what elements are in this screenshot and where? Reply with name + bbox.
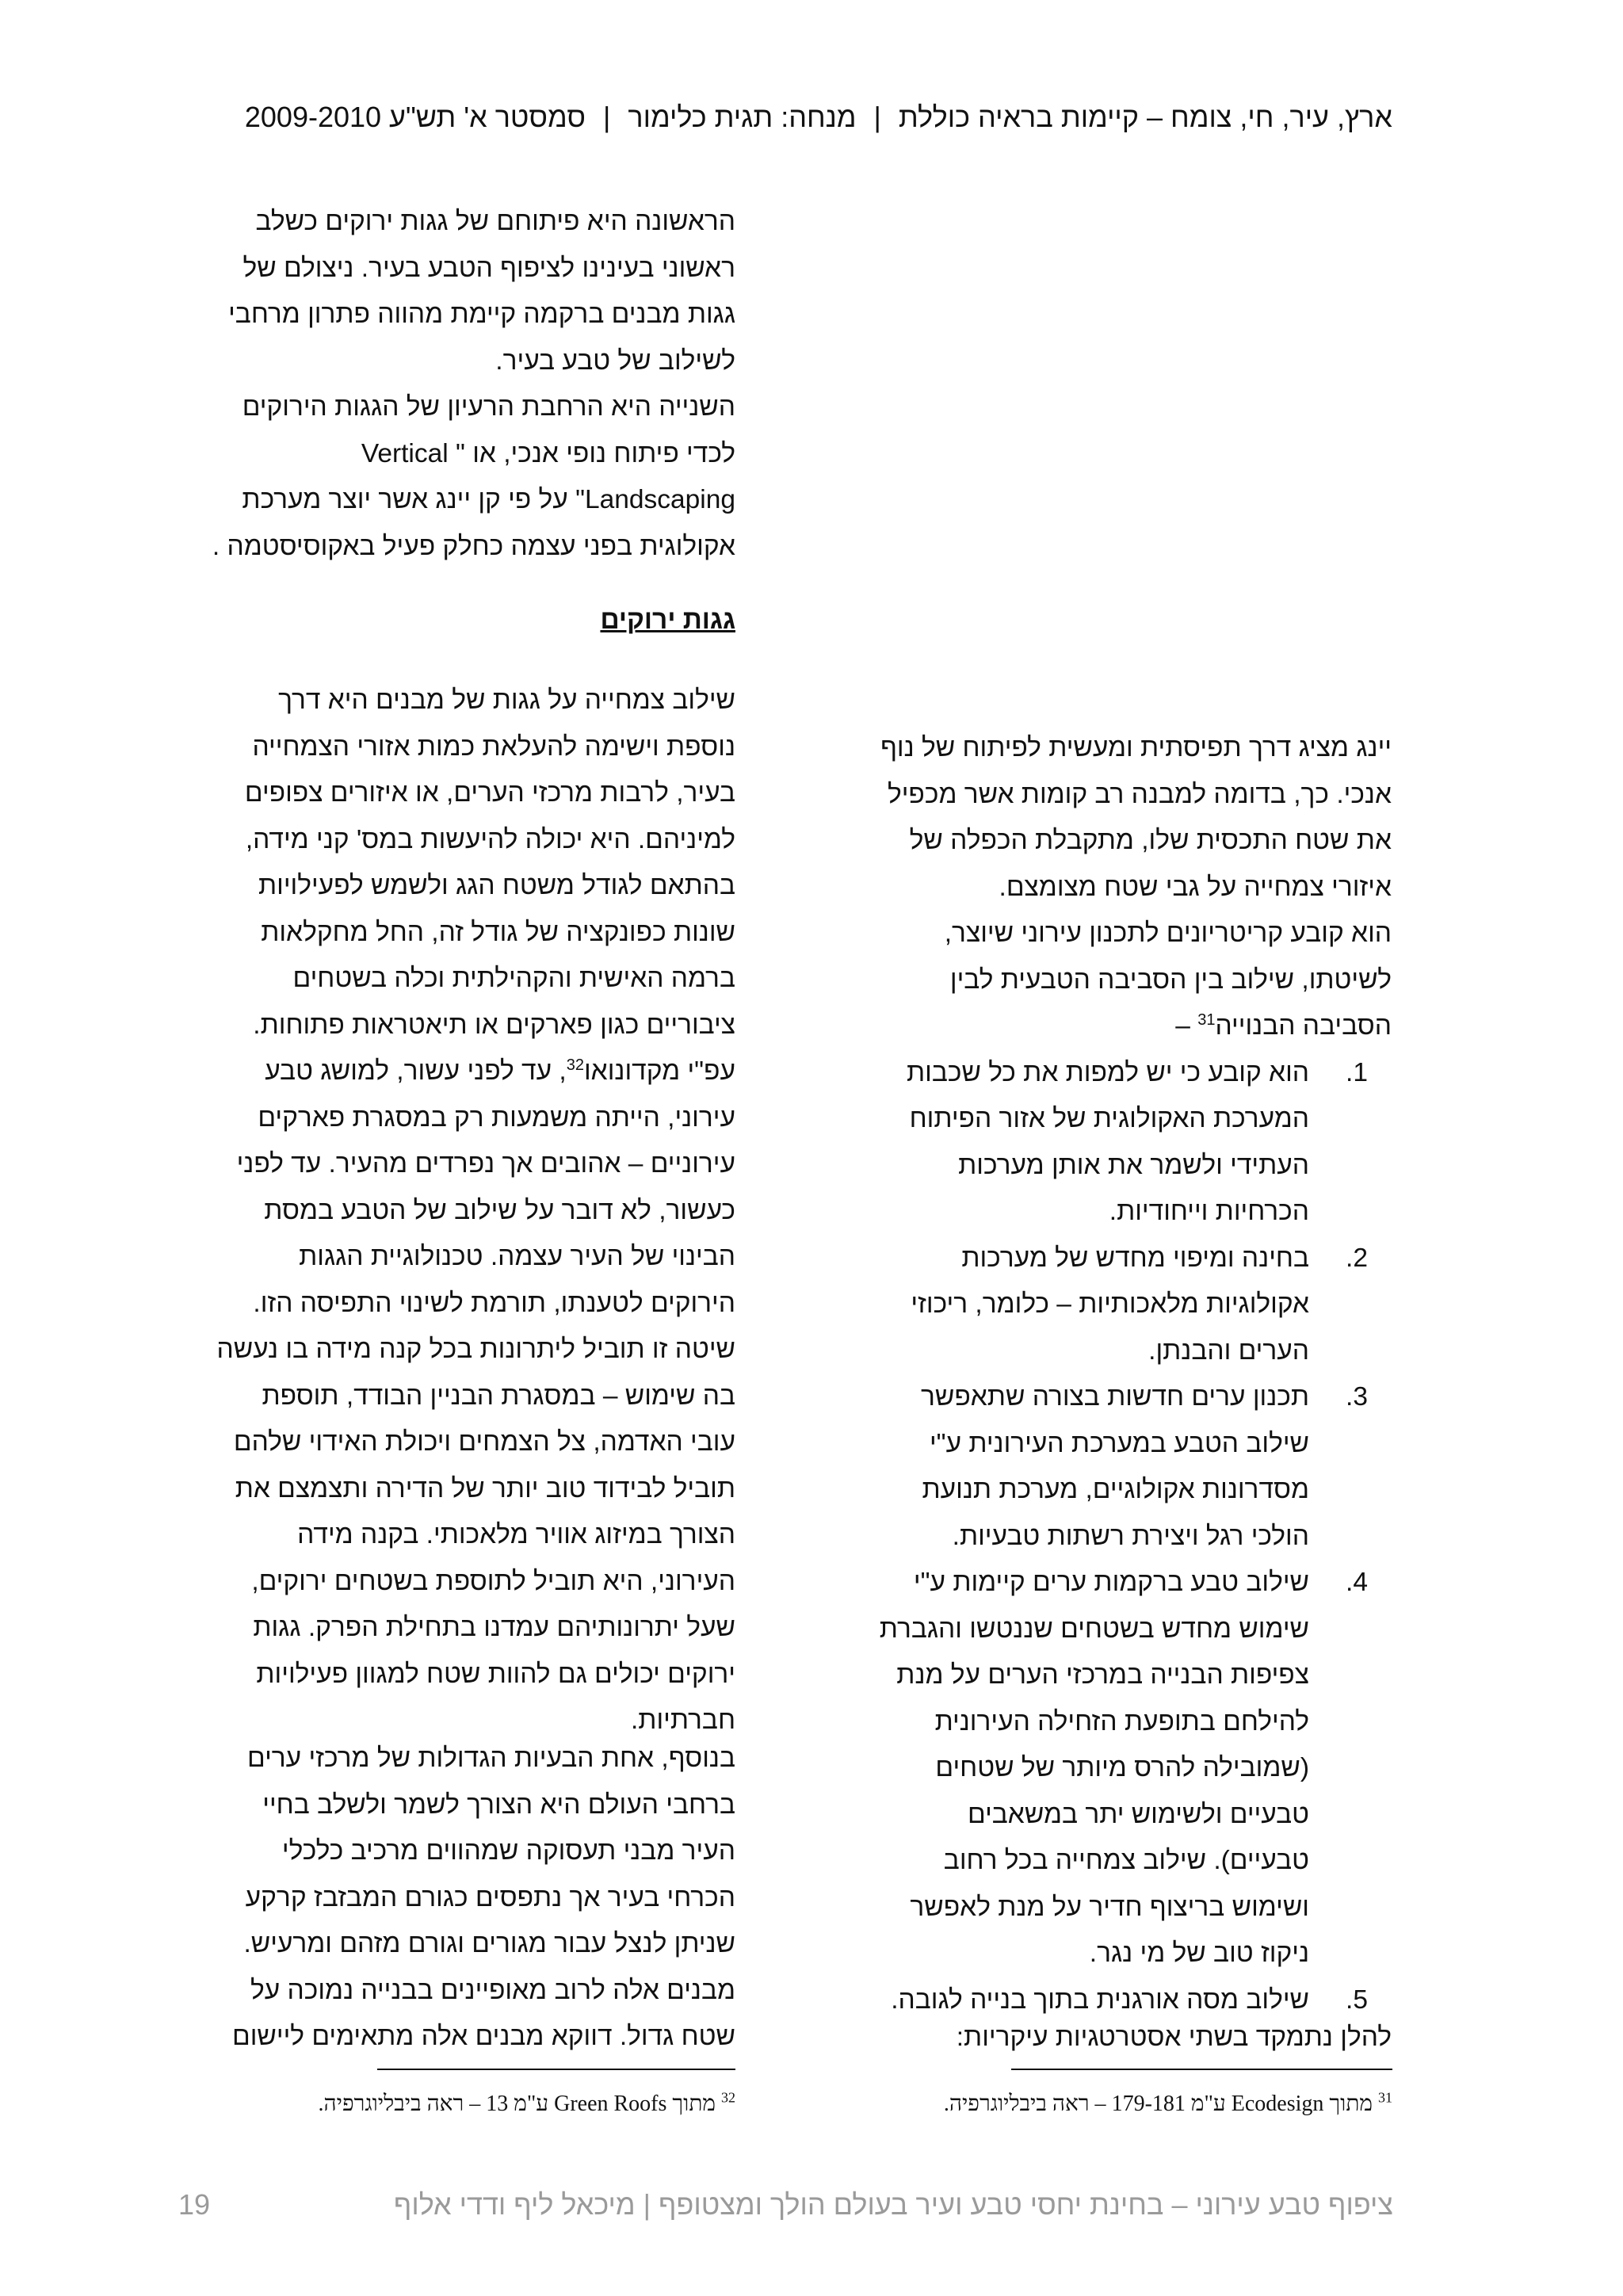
text-fragment: עפ"י מקדונואו xyxy=(583,1056,735,1086)
header-instructor: מנחה: תגית כלימור xyxy=(628,101,857,133)
footnote-32 xyxy=(319,2084,735,2124)
text-line: שילוב צמחייה על גגות של מבנים היא דרך xyxy=(278,686,735,715)
text-line: ראשוני בעינינו לציפוף הטבע בעיר. ניצולם של xyxy=(242,253,735,283)
text-line: ברמה האישית והקהילתית וכלה בשטחים xyxy=(292,964,735,993)
text-line: העתידי ולשמר את אותן מערכות xyxy=(958,1150,1309,1180)
text-line: המערכת האקולוגית של אזור הפיתוח xyxy=(909,1104,1309,1133)
text-line: צפיפות הבנייה במרכזי הערים על מנת xyxy=(896,1660,1309,1690)
header-separator: | xyxy=(873,101,881,133)
text-line: מבנים אלה לרוב מאופיינים בבנייה נמוכה על xyxy=(250,1975,735,2005)
text-line: טבעיים ולשימוש יתר במשאבים xyxy=(968,1799,1309,1829)
list-number: 2. xyxy=(1346,1243,1368,1273)
text-line: טבעיים). שילוב צמחייה בכל רחוב xyxy=(943,1846,1309,1875)
left-intro xyxy=(187,199,735,570)
text-line: גגות מבנים ברקמה קיימת מהווה פתרון מרחבי xyxy=(228,300,735,329)
text-line: שילוב טבע ברקמות ערים קיימות ע"י xyxy=(913,1568,1309,1597)
text-line: תוביל לבידוד טוב יותר של הדירה ותצמצם את xyxy=(235,1473,735,1503)
text-line: נוספת וישימה להעלאת כמות אזורי הצמחייה xyxy=(252,732,735,762)
footnote-text: מתוך Green Roofs ע"מ 13 – ראה ביבליוגרפיה. xyxy=(318,2092,716,2116)
text-line-with-footnote-ref xyxy=(819,1003,1392,1050)
text-line: השנייה היא הרחבת הרעיון של הגגות הירוקים xyxy=(242,392,735,422)
text-line: שעל יתרונותיהם עמדנו בתחילת הפרק. גגות xyxy=(253,1613,735,1642)
text-fragment: , עד לפני עשור, למושג טבע xyxy=(265,1056,567,1086)
text-line: שילוב הטבע במערכת העירונית ע"י xyxy=(929,1428,1309,1458)
text-line: תכנון ערים חדשות בצורה שתאפשר xyxy=(920,1382,1309,1412)
footnote-ref-31[interactable]: 31 xyxy=(1197,1010,1216,1029)
text-line: העיר מבני תעסוקה שמהווים מרכיב כלכלי xyxy=(281,1836,735,1866)
text-line: כעשור, לא דובר על שילוב של הטבע במסת xyxy=(264,1195,735,1225)
text-line: ושימוש בריצוף חדיר על מנת לאפשר xyxy=(910,1892,1309,1922)
text-line: לכדי פיתוח נופי אנכי, או " Vertical xyxy=(361,438,735,468)
text-line: לשיטתו, שילוב בין הסביבה הטבעית לבין xyxy=(949,965,1392,995)
closing-line: להלן נתמקד בשתי אסטרטגיות עיקריות: xyxy=(956,2023,1392,2052)
text-line: שיטה זו תוביל ליתרונות בכל קנה מידה בו נעשה xyxy=(216,1335,735,1364)
text-line: הכרחיות וייחודיות. xyxy=(1109,1197,1309,1226)
footnote-ref-32[interactable]: 32 xyxy=(566,1056,584,1074)
text-line: הערים והבנתן. xyxy=(1148,1335,1309,1366)
footnote-rule-left xyxy=(377,2069,735,2070)
text-line: לשילוב של טבע בעיר. xyxy=(495,346,735,376)
text-fragment: – xyxy=(1175,1011,1198,1041)
criteria-item-4 xyxy=(819,1560,1392,1977)
footnote-31 xyxy=(944,2084,1392,2124)
header-semester: סמסטר א' תש"ע 2009-2010 xyxy=(244,101,586,133)
page-footer xyxy=(158,2181,1393,2229)
text-line: בחינה ומיפוי מחדש של מערכות xyxy=(961,1243,1309,1273)
footnote-number: 32 xyxy=(721,2089,735,2106)
list-number: 1. xyxy=(1346,1057,1368,1087)
text-line: ניקוז טוב של מי נגר. xyxy=(1089,1939,1309,1968)
text-line: חברתיות. xyxy=(631,1706,735,1735)
text-line: הבינוי של העיר עצמה. טכנולוגיית הגגות xyxy=(299,1242,735,1271)
text-line: הוא קובע כי יש למפות את כל שכבות xyxy=(906,1057,1309,1087)
text-line: שונות כפונקציה של גודל זה, החל מחקלאות xyxy=(261,917,735,947)
text-line: שילוב מסה אורגנית בתוך בנייה לגובה. xyxy=(891,1985,1309,2015)
text-line: יינג מציג דרך תפיסתית ומעשית לפיתוח של נוף xyxy=(880,733,1392,762)
list-number: 3. xyxy=(1346,1382,1368,1412)
left-body-para2 xyxy=(187,1736,735,2061)
text-line: הראשונה היא פיתוחם של גגות ירוקים כשלב xyxy=(255,207,735,236)
footer-title: ציפוף טבע עירוני – בחינת יחסי טבע ועיר בעולם הולך ומצטופף | מיכאל ליף ודדי אלוף xyxy=(393,2188,1393,2221)
text-line: הוא קובע קריטריונים לתכנון עירוני שיוצר, xyxy=(944,919,1392,948)
page-number: 19 xyxy=(178,2188,211,2221)
text-line: (שמובילה להרס מיותר של שטחים xyxy=(935,1753,1309,1782)
text-line: ירוקים יכולים גם להוות שטח למגוון פעילויות xyxy=(256,1659,735,1689)
text-line: בהתאם לגודל משטח הגג ולשמש לפעילויות xyxy=(258,871,735,900)
text-line: מסדרונות אקולוגיים, מערכת תנועת xyxy=(922,1475,1309,1504)
text-line: אקולוגיות מלאכותיות – כלומר, ריכוזי xyxy=(911,1289,1309,1319)
text-line: בעיר, לרבות מרכזי הערים, או איזורים צפופים xyxy=(244,778,735,808)
text-line: בנוסף, אחת הבעיות הגדולות של מרכזי ערים xyxy=(247,1744,735,1773)
text-line: הירוקים לטענתו, תורמת לשינוי התפיסה הזו. xyxy=(253,1288,735,1318)
text-line: בה שימוש – במסגרת הבניין הבודד, תוספת xyxy=(262,1381,735,1411)
text-line: הולכי רגל ויצירת רשתות טבעיות. xyxy=(952,1521,1309,1551)
right-column xyxy=(819,725,1392,2023)
text-line: את שטח התכסית שלו, מתקבלת הכפלה של xyxy=(909,826,1392,855)
left-column xyxy=(187,199,735,570)
criteria-item-1 xyxy=(819,1050,1392,1236)
footnote-rule-right xyxy=(1011,2069,1392,2070)
header-separator: | xyxy=(603,101,611,133)
left-body xyxy=(187,678,735,1744)
section-heading: גגות ירוקים xyxy=(600,606,735,635)
text-line: שימוש מחדש בשטחים שננטשו והגברת xyxy=(879,1614,1309,1644)
criteria-item-3 xyxy=(819,1374,1392,1560)
text-line: שטח גדול. דווקא מבנים אלה מתאימים ליישום xyxy=(231,2022,735,2051)
text-line: העירוני, היא תוביל לתוספת בשטחים ירוקים, xyxy=(251,1566,735,1596)
text-line: הצורך במיזוג אוויר מלאכותי. בקנה מידה xyxy=(297,1520,735,1549)
text-line: איזורי צמחייה על גבי שטח מצומצם. xyxy=(999,872,1392,902)
text-line: הכרחי בעיר אך נתפסים כגורם המבזבז קרקע xyxy=(245,1882,735,1912)
list-number: 5. xyxy=(1346,1985,1368,2015)
text-fragment: הסביבה הבנוייה xyxy=(1215,1011,1392,1041)
text-line: להילחם בתופעת הזחילה העירונית xyxy=(934,1706,1309,1736)
text-line: עובי האדמה, צל הצמחים ויכולת האידוי שלהם xyxy=(233,1427,735,1457)
closing-line-block xyxy=(819,2015,1392,2061)
list-number: 4. xyxy=(1346,1568,1368,1597)
section-heading-block xyxy=(187,598,735,644)
text-line: עירוני, הייתה משמעות רק במסגרת פארקים xyxy=(258,1102,735,1133)
footnote-number: 31 xyxy=(1378,2089,1392,2106)
criteria-item-2 xyxy=(819,1236,1392,1375)
text-line: Landscaping" על פי קן יינג אשר יוצר מערכת xyxy=(242,485,735,514)
text-line: ציבוריים כגון פארקים או תיאטראות פתוחות. xyxy=(253,1010,735,1040)
text-line: ברחבי העולם היא הצורך לשמר ולשלב בחיי xyxy=(262,1790,735,1820)
footnote-text: מתוך Ecodesign ע"מ 179-181 – ראה ביבליוגרפיה. xyxy=(943,2092,1373,2116)
text-line: שניתן לנצל עבור מגורים וגורם מזהם ומרעיש. xyxy=(243,1929,735,1958)
text-line: למיניהם. היא יכולה להיעשות במס' קני מידה, xyxy=(245,824,735,854)
running-head xyxy=(202,94,1392,141)
text-line: אקולוגית בפני עצמה כחלק פעיל באקוסיסטמה . xyxy=(212,531,735,561)
header-course: ארץ, עיר, חי, צומח – קיימות בראיה כוללת xyxy=(898,101,1392,133)
text-line: אנכי. כך, בדומה למבנה רב קומות אשר מכפיל xyxy=(887,779,1392,809)
text-line: עירוניים – אהובים אך נפרדים מהעיר. עד לפני xyxy=(236,1149,735,1179)
text-line-with-footnote-ref xyxy=(187,1049,735,1095)
